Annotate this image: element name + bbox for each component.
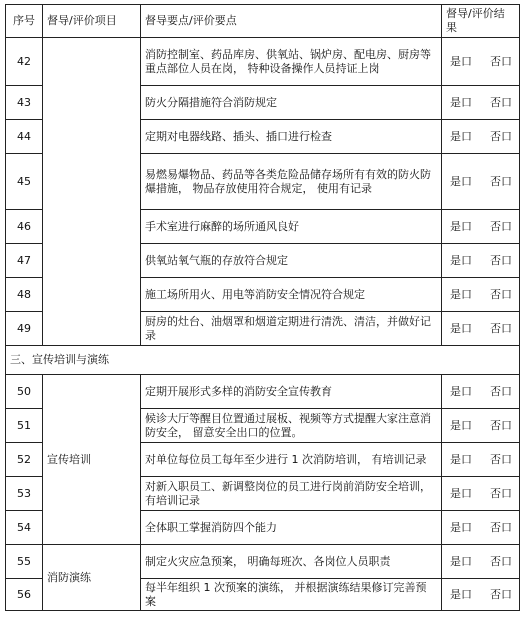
row-number: 55	[6, 545, 43, 579]
result-no-checkbox[interactable]: 否口	[490, 321, 512, 335]
section-title: 三、宣传培训与演练	[6, 346, 520, 375]
row-points: 防火分隔措施符合消防规定	[141, 86, 442, 120]
row-points: 候诊大厅等醒目位置通过展板、视频等方式提醒大家注意消防安全， 留意安全出口的位置。	[141, 409, 442, 443]
row-number: 47	[6, 244, 43, 278]
row-points: 对单位每位员工每年至少进行 1 次消防培训， 有培训记录	[141, 443, 442, 477]
result-cell	[442, 477, 520, 511]
result-cell	[442, 86, 520, 120]
result-cell	[442, 278, 520, 312]
row-number: 46	[6, 210, 43, 244]
result-cell	[442, 312, 520, 346]
row-points: 厨房的灶台、油烟罩和烟道定期进行清洗、清洁，并做好记录	[141, 312, 442, 346]
result-yes-checkbox[interactable]: 是口	[450, 321, 472, 335]
result-no-checkbox[interactable]: 否口	[490, 174, 512, 188]
header-points: 督导要点/评价要点	[141, 5, 442, 38]
result-cell	[442, 409, 520, 443]
header-result: 督导/评价结果	[442, 5, 520, 38]
row-number: 53	[6, 477, 43, 511]
row-number: 56	[6, 579, 43, 611]
table-row	[6, 38, 520, 86]
row-number: 49	[6, 312, 43, 346]
result-no-checkbox[interactable]: 否口	[490, 520, 512, 534]
row-points: 制定火灾应急预案， 明确每班次、各岗位人员职责	[141, 545, 442, 579]
row-points: 易燃易爆物品、药品等各类危险品储存场所有有效的防火防爆措施， 物品存放使用符合规定， 使用有记录	[141, 154, 442, 210]
header-num: 序号	[6, 5, 43, 38]
result-yes-checkbox[interactable]: 是口	[450, 486, 472, 500]
result-cell	[442, 244, 520, 278]
header-item: 督导/评价项目	[43, 5, 141, 38]
result-yes-checkbox[interactable]: 是口	[450, 95, 472, 109]
result-yes-checkbox[interactable]: 是口	[450, 174, 472, 188]
result-no-checkbox[interactable]: 否口	[490, 219, 512, 233]
result-cell	[442, 511, 520, 545]
result-yes-checkbox[interactable]: 是口	[450, 452, 472, 466]
result-cell	[442, 120, 520, 154]
row-points: 手术室进行麻醉的场所通风良好	[141, 210, 442, 244]
row-number: 54	[6, 511, 43, 545]
result-yes-checkbox[interactable]: 是口	[450, 287, 472, 301]
result-no-checkbox[interactable]: 否口	[490, 587, 512, 601]
table-row	[6, 545, 520, 579]
row-item-empty	[43, 38, 141, 346]
result-yes-checkbox[interactable]: 是口	[450, 554, 472, 568]
row-points: 施工场所用火、用电等消防安全情况符合规定	[141, 278, 442, 312]
group-label-drill: 消防演练	[43, 545, 141, 611]
result-yes-checkbox[interactable]: 是口	[450, 129, 472, 143]
result-no-checkbox[interactable]: 否口	[490, 486, 512, 500]
evaluation-table	[5, 4, 520, 611]
result-cell	[442, 38, 520, 86]
row-number: 45	[6, 154, 43, 210]
result-no-checkbox[interactable]: 否口	[490, 129, 512, 143]
result-yes-checkbox[interactable]: 是口	[450, 54, 472, 68]
row-number: 52	[6, 443, 43, 477]
row-number: 42	[6, 38, 43, 86]
result-no-checkbox[interactable]: 否口	[490, 95, 512, 109]
result-no-checkbox[interactable]: 否口	[490, 452, 512, 466]
result-cell	[442, 443, 520, 477]
result-yes-checkbox[interactable]: 是口	[450, 219, 472, 233]
result-yes-checkbox[interactable]: 是口	[450, 384, 472, 398]
result-cell	[442, 210, 520, 244]
result-cell	[442, 579, 520, 611]
row-points: 全体职工掌握消防四个能力	[141, 511, 442, 545]
result-cell	[442, 154, 520, 210]
result-yes-checkbox[interactable]: 是口	[450, 520, 472, 534]
result-cell	[442, 545, 520, 579]
row-number: 51	[6, 409, 43, 443]
row-points: 定期开展形式多样的消防安全宣传教育	[141, 375, 442, 409]
result-cell	[442, 375, 520, 409]
result-yes-checkbox[interactable]: 是口	[450, 418, 472, 432]
row-points: 供氧站氧气瓶的存放符合规定	[141, 244, 442, 278]
row-points: 每半年组织 1 次预案的演练， 并根据演练结果修订完善预案	[141, 579, 442, 611]
result-no-checkbox[interactable]: 否口	[490, 54, 512, 68]
result-no-checkbox[interactable]: 否口	[490, 253, 512, 267]
result-no-checkbox[interactable]: 否口	[490, 418, 512, 432]
row-points: 定期对电器线路、插头、插口进行检查	[141, 120, 442, 154]
group-label-training: 宣传培训	[43, 375, 141, 545]
table-row	[6, 375, 520, 409]
result-yes-checkbox[interactable]: 是口	[450, 253, 472, 267]
table-header-row	[6, 5, 520, 38]
row-number: 44	[6, 120, 43, 154]
result-no-checkbox[interactable]: 否口	[490, 384, 512, 398]
row-points: 对新入职员工、新调整岗位的员工进行岗前消防安全培训， 有培训记录	[141, 477, 442, 511]
row-number: 48	[6, 278, 43, 312]
section-row	[6, 346, 520, 375]
row-number: 50	[6, 375, 43, 409]
row-number: 43	[6, 86, 43, 120]
result-yes-checkbox[interactable]: 是口	[450, 587, 472, 601]
result-no-checkbox[interactable]: 否口	[490, 287, 512, 301]
result-no-checkbox[interactable]: 否口	[490, 554, 512, 568]
row-points: 消防控制室、药品库房、供氧站、锅炉房、配电房、厨房等重点部位人员在岗， 特种设备操作人员持证上岗	[141, 38, 442, 86]
